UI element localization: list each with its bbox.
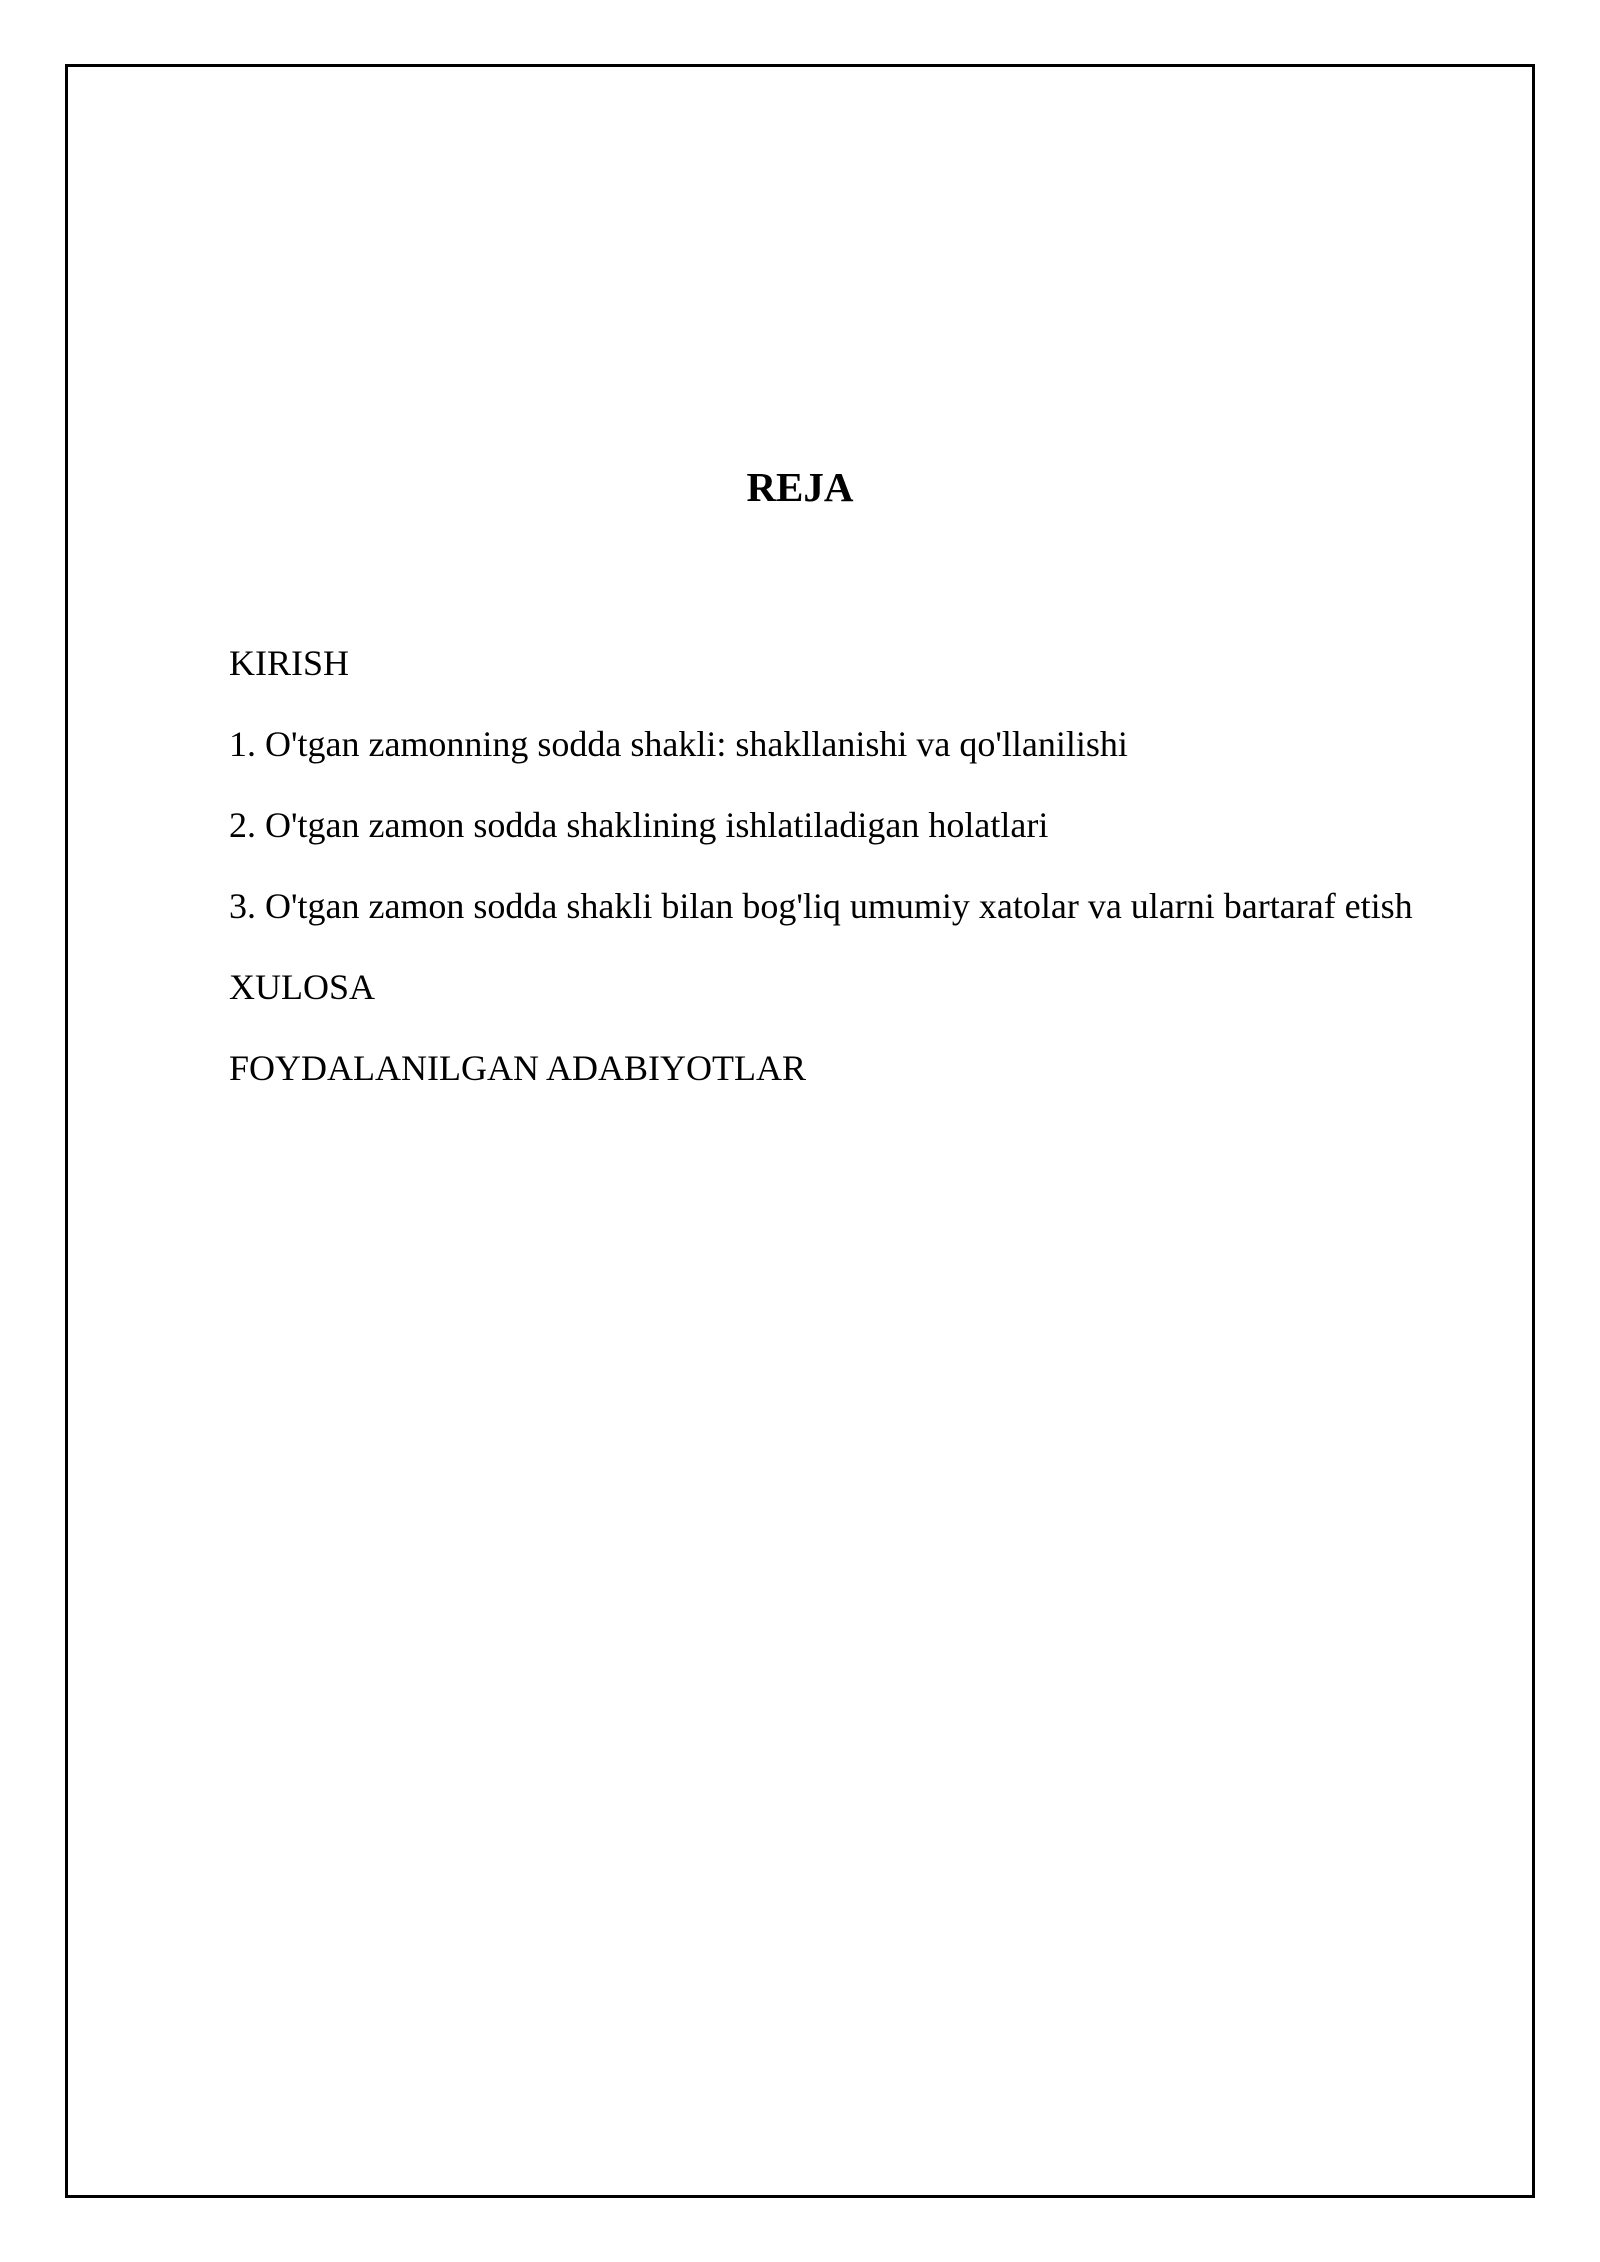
table-of-contents — [229, 641, 1413, 1127]
toc-item-introduction: KIRISH — [229, 643, 350, 683]
toc-item-section-3: 3. O'tgan zamon sodda shakli bilan bog'liq umumiy xatolar va ularni bartaraf etish — [229, 886, 1413, 926]
page-title: REJA — [746, 464, 854, 510]
toc-item-conclusion: XULOSA — [229, 967, 376, 1007]
toc-item-references: FOYDALANILGAN ADABIYOTLAR — [229, 1048, 806, 1088]
toc-item-section-1: 1. O'tgan zamonning sodda shakli: shakllanishi va qo'llanilishi — [229, 724, 1128, 764]
toc-item-section-2: 2. O'tgan zamon sodda shaklining ishlatiladigan holatlari — [229, 805, 1049, 845]
page-border — [65, 64, 1535, 2198]
